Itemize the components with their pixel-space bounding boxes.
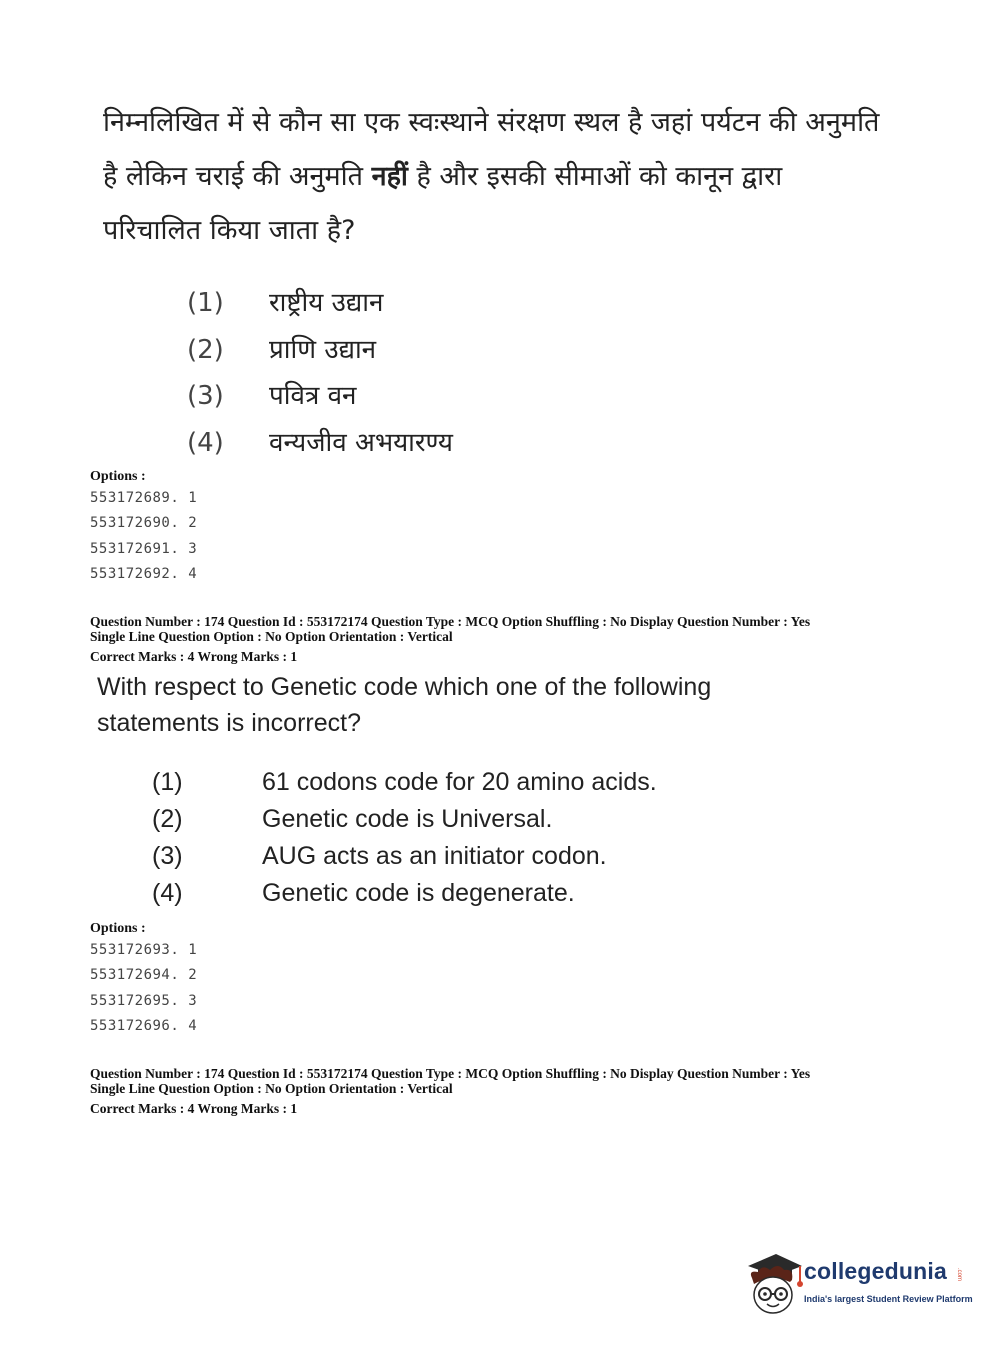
- option-number: (1): [187, 288, 224, 318]
- option-number: (4): [152, 879, 183, 907]
- question-2-option-ids: [90, 938, 197, 1039]
- option-number: (3): [187, 381, 224, 411]
- options-label: Options :: [90, 469, 146, 484]
- question-1-text: [103, 96, 883, 258]
- question-1-text-part-a: निम्नलिखित में से कौन सा एक स्वःस्थाने संरक्षण स्थल है जहां पर्यटन की अनुमति है लेकिन चराई की अनुमति: [103, 107, 880, 192]
- question-meta-line-2: Single Line Question Option : No Option Orientation : Vertical: [90, 629, 453, 644]
- option-text: राष्ट्रीय उद्यान: [269, 288, 384, 318]
- option-id: 553172695. 3: [90, 992, 198, 1009]
- question-2-text: With respect to Genetic code which one of the following statements is incorrect?: [97, 673, 712, 737]
- option-text: Genetic code is Universal.: [262, 805, 553, 833]
- option-text: Genetic code is degenerate.: [262, 879, 575, 907]
- option-id: 553172690. 2: [90, 515, 198, 532]
- option-number: (3): [152, 842, 183, 870]
- question-marks: Correct Marks : 4 Wrong Marks : 1: [90, 1101, 298, 1116]
- option-text: 61 codons code for 20 amino acids.: [262, 768, 657, 796]
- mascot-icon: [742, 1248, 804, 1320]
- option-text: AUG acts as an initiator codon.: [262, 842, 607, 870]
- option-id: 553172692. 4: [90, 565, 198, 582]
- question-1-option-ids: [90, 486, 197, 587]
- question-meta-line-1: Question Number : 174 Question Id : 553172174 Question Type : MCQ Option Shuffling : No Display Question Number : Yes: [90, 1066, 811, 1081]
- question-marks: Correct Marks : 4 Wrong Marks : 1: [90, 649, 298, 664]
- question-1-text-part-b: है और इसकी सीमाओं को कानून द्वारा परिचालित किया जाता है?: [103, 161, 783, 246]
- option-text: पवित्र वन: [269, 381, 357, 411]
- question-1-emphasis: नहीं: [371, 161, 408, 192]
- option-text: प्राणि उद्यान: [269, 334, 377, 365]
- option-id: 553172696. 4: [90, 1017, 198, 1034]
- logo-tagline: India's largest Student Review Platform: [804, 1294, 973, 1304]
- logo-com: .com: [956, 1268, 962, 1282]
- question-meta-line-2: Single Line Question Option : No Option Orientation : Vertical: [90, 1081, 453, 1096]
- logo-wordmark: collegedunia: [804, 1258, 947, 1284]
- question-meta-line-1: Question Number : 174 Question Id : 553172174 Question Type : MCQ Option Shuffling : No Display Question Number : Yes: [90, 614, 811, 629]
- option-id: 553172689. 1: [90, 490, 198, 506]
- option-text: वन्यजीव अभयारण्य: [269, 427, 453, 458]
- option-number: (4): [187, 427, 224, 458]
- option-id: 553172694. 2: [90, 967, 198, 984]
- option-number: (2): [187, 334, 224, 365]
- collegedunia-logo: [742, 1248, 972, 1320]
- options-label: Options :: [90, 921, 146, 936]
- option-id: 553172693. 1: [90, 942, 198, 958]
- option-id: 553172691. 3: [90, 540, 198, 557]
- option-number: (1): [152, 768, 183, 796]
- option-number: (2): [152, 805, 183, 833]
